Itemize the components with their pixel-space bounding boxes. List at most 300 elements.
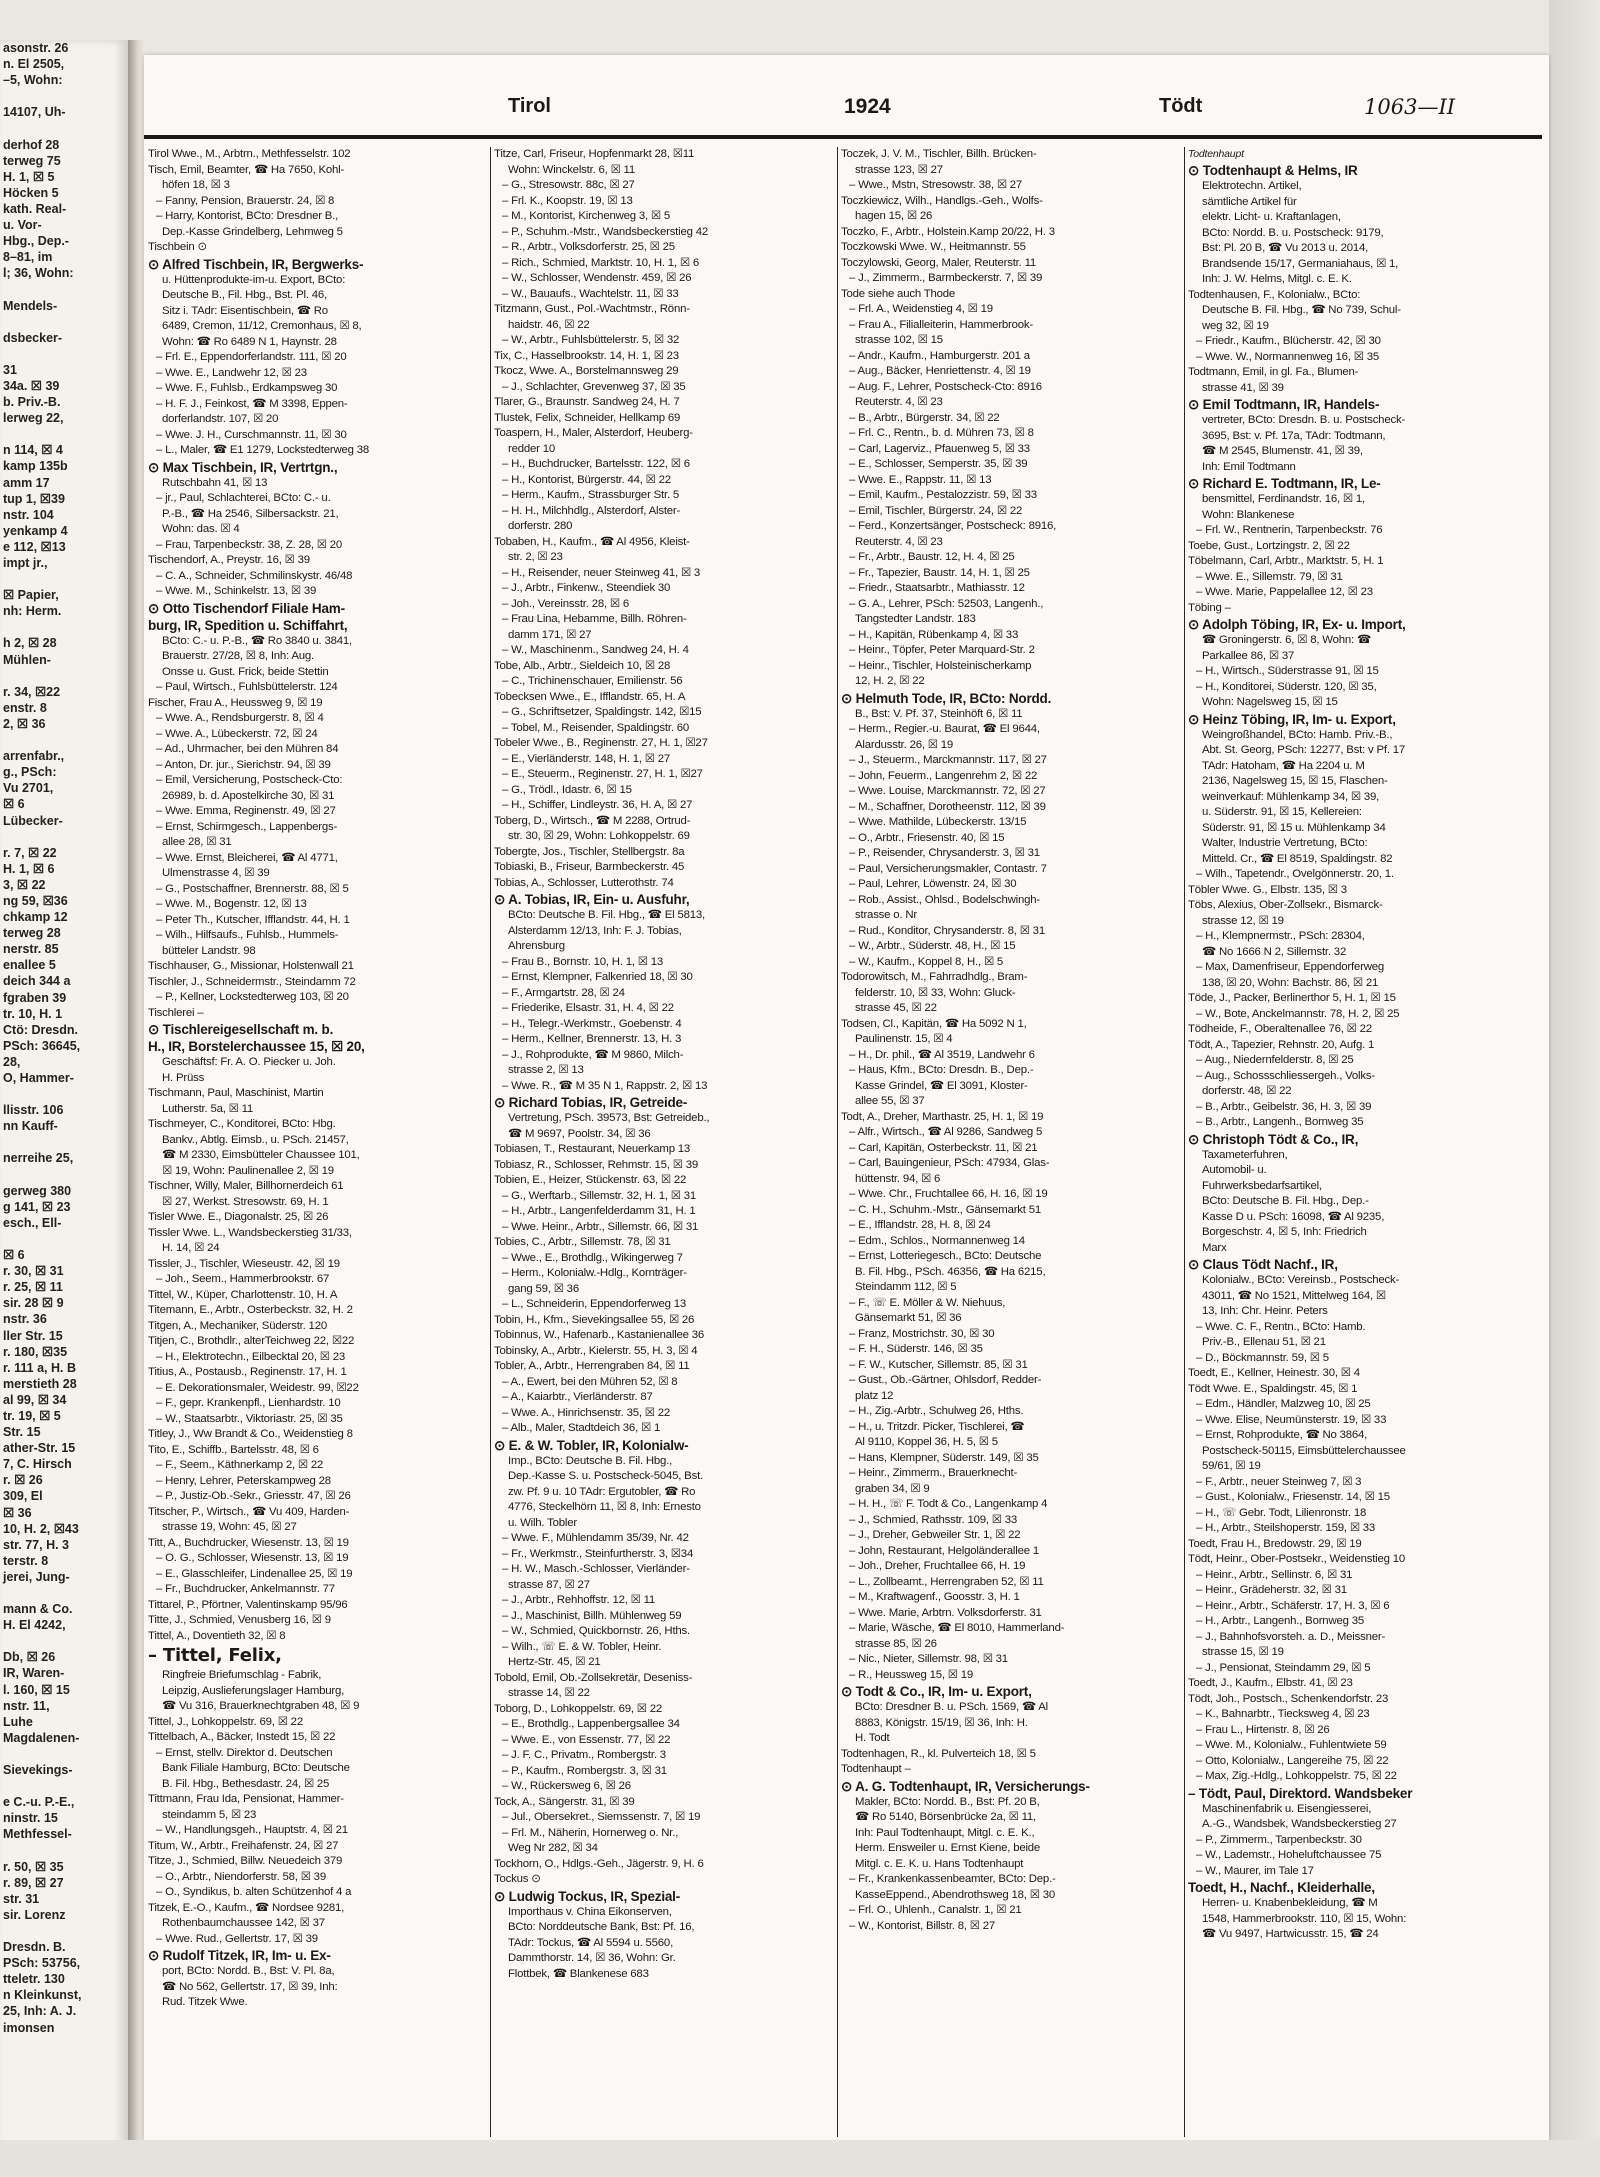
- facing-page-line: h 2, ☒ 28: [3, 636, 57, 651]
- directory-entry-line: Wohn: Nagelsweg 15, ☒ 15: [1202, 696, 1338, 708]
- directory-entry-highlighted: ⊙ Helmuth Tode, IR, BCto: Nordd.: [841, 690, 1052, 706]
- directory-entry-line: Dammthorstr. 14, ☒ 36, Wohn: Gr.: [508, 1952, 676, 1964]
- directory-entry-line: – H., Kapitän, Rübenkamp 4, ☒ 33: [849, 628, 1019, 641]
- directory-entry-line: redder 10: [508, 442, 555, 455]
- facing-page-line: Dresdn. B.: [3, 1940, 66, 1955]
- directory-entry-line: Postscheck-50115, Eimsbüttelerchaussee: [1202, 1444, 1406, 1457]
- directory-entry-line: 26989, b. d. Apostelkirche 30, ☒ 31: [162, 789, 335, 802]
- directory-entry-line: Deutsche B., Fil. Hbg., Bst. Pl. 46,: [162, 289, 327, 301]
- directory-entry-highlighted: ⊙ Todtenhaupt & Helms, IR: [1188, 163, 1358, 178]
- facing-page-line: ☒ 36: [3, 1505, 32, 1520]
- directory-entry-line: – Wwe. Chr., Fruchtallee 66, H. 16, ☒ 19: [849, 1188, 1048, 1200]
- directory-entry-line: Tobias, A., Schlosser, Lutterothstr. 74: [494, 876, 674, 889]
- header-left-keyword: Tirol: [508, 95, 551, 117]
- directory-entry-line: Tobaben, H., Kaufm., ☎ Al 4956, Kleist-: [494, 535, 690, 548]
- directory-entry-line: Tito, E., Schiffb., Bartelsstr. 48, ☒ 6: [148, 1443, 319, 1456]
- directory-entry-line: – Wilh., Tapetendr., Ovelgönnerstr. 20, 1.: [1196, 868, 1394, 880]
- directory-entry-line: Titzmann, Gust., Pol.-Wachtmstr., Rönn-: [494, 303, 690, 315]
- directory-entry-line: 59/61, ☒ 19: [1202, 1460, 1261, 1472]
- directory-entry-line: Bankv., Abtlg. Eimsb., u. PSch. 21457,: [162, 1133, 349, 1146]
- directory-entry-line: – J., Dreher, Gebweiler Str. 1, ☒ 22: [849, 1529, 1021, 1541]
- directory-entry-line: – H. H., Milchhdlg., Alsterdorf, Alster-: [502, 504, 681, 517]
- directory-entry-line: strasse 87, ☒ 27: [508, 1578, 590, 1591]
- facing-page-line: ☒ 6: [3, 797, 25, 812]
- directory-entry-line: Inh: J. W. Helms, Mitgl. c. E. K.: [1202, 273, 1352, 285]
- directory-entry-line: – Edm., Schlos., Normannenweg 14: [849, 1234, 1025, 1247]
- directory-entry-line: Alardusstr. 26, ☒ 19: [855, 738, 954, 751]
- directory-entry-line: allee 28, ☒ 31: [162, 836, 232, 848]
- directory-entry-line: Tödt, Joh., Postsch., Schenkendorfstr. 23: [1188, 1692, 1389, 1705]
- directory-entry-line: – J., Arbtr., Rehhoffstr. 12, ☒ 11: [502, 1594, 656, 1606]
- directory-entry-highlighted: ⊙ Heinz Töbing, IR, Im- u. Export,: [1188, 711, 1396, 727]
- facing-page-line: nh: Herm.: [3, 604, 62, 619]
- directory-entry-line: str. 2, ☒ 23: [508, 551, 563, 563]
- directory-entry-line: – Wwe. A., Rendsburgerstr. 8, ☒ 4: [156, 712, 324, 724]
- scan-background-bottom: [0, 2140, 1600, 2177]
- directory-entry-line: strasse 2, ☒ 13: [508, 1064, 584, 1076]
- directory-entry-line: – Gust., Kolonialw., Friesenstr. 14, ☒ 15: [1196, 1491, 1390, 1503]
- directory-entry-line: – Rob., Assist., Ohlsd., Bodelschwingh-: [849, 893, 1040, 906]
- directory-entry-line: str. 30, ☒ 29, Wohn: Lohkoppelstr. 69: [508, 830, 690, 842]
- directory-entry-line: Süderstr. 91, ☒ 15 u. Mühlenkamp 34: [1202, 821, 1386, 834]
- directory-entry-line: – F., gepr. Krankenpfl., Lienhardstr. 10: [156, 1397, 341, 1409]
- directory-entry-line: – John, Feuerm., Langenrehm 2, ☒ 22: [849, 769, 1038, 782]
- directory-entry-line: sämtliche Artikel für: [1202, 195, 1297, 208]
- directory-entry-line: strasse 41, ☒ 39: [1202, 381, 1284, 394]
- directory-entry-line: Todsen, Cl., Kapitän, ☎ Ha 5092 N 1,: [841, 1017, 1027, 1030]
- directory-entry-line: – W., Staatsarbtr., Viktoriastr. 25, ☒ 35: [156, 1412, 343, 1425]
- directory-entry-line: strasse 14, ☒ 22: [508, 1687, 590, 1699]
- facing-page-line: enstr. 8: [3, 700, 47, 715]
- directory-entry-line: Kasse D u. PSch: 16098, ☎ Al 9235,: [1202, 1210, 1385, 1223]
- directory-entry-line: Walter, Industrie Vertretung, BCto:: [1202, 837, 1368, 849]
- directory-entry-line: Mitteld. Cr., ☎ El 8519, Spaldingstr. 82: [1202, 852, 1393, 865]
- directory-entry-line: – Nic., Nieter, Sillemstr. 98, ☒ 31: [849, 1653, 1008, 1665]
- directory-entry-line: – Aug., Niedernfelderstr. 8, ☒ 25: [1196, 1054, 1354, 1066]
- facing-page-line: Luhe: [3, 1714, 33, 1729]
- directory-entry-highlighted: ⊙ Max Tischbein, IR, Vertrtgn.,: [148, 459, 338, 475]
- facing-page-line: chkamp 12: [3, 910, 68, 925]
- directory-entry-highlighted: burg, IR, Spedition u. Schiffahrt,: [148, 617, 348, 633]
- facing-page-line: kamp 135b: [3, 459, 68, 474]
- facing-page-line: n 114, ☒ 4: [3, 443, 63, 458]
- directory-entry-line: – Ad., Uhrmacher, bei den Mühren 84: [156, 743, 339, 755]
- directory-entry-line: – Wwe. Rud., Gellertstr. 17, ☒ 39: [156, 1932, 318, 1945]
- directory-entry-line: Todorowitsch, M., Fahrradhdlg., Bram-: [841, 971, 1028, 983]
- directory-entry-line: Tischlerei –: [148, 1006, 204, 1019]
- directory-entry-line: – F. W., Kutscher, Sillemstr. 85, ☒ 31: [849, 1358, 1028, 1371]
- facing-page-line: Hbg., Dep.-: [3, 234, 69, 249]
- directory-entry-line: – F., Armgartstr. 28, ☒ 24: [502, 986, 625, 999]
- directory-entry-line: – Wwe. Ernst, Bleicherei, ☎ Al 4771,: [156, 851, 338, 864]
- directory-entry-line: 43011, ☎ No 1521, Mittelweg 164, ☒: [1202, 1289, 1386, 1302]
- facing-page-line: l; 36, Wohn:: [3, 266, 74, 281]
- directory-entry-line: H. Prüss: [162, 1071, 205, 1084]
- directory-entry-line: Tobiasen, T., Restaurant, Neuerkamp 13: [494, 1143, 691, 1155]
- directory-entry-line: Dep.-Kasse S. u. Postscheck-5045, Bst.: [508, 1470, 703, 1482]
- facing-page-line: nstr. 36: [3, 1312, 47, 1327]
- directory-entry-line: – Wwe. A., Hinrichsenstr. 35, ☒ 22: [502, 1406, 671, 1419]
- facing-page-line: esch., Ell-: [3, 1215, 62, 1230]
- directory-entry-line: Tischbein ⊙: [148, 241, 207, 253]
- directory-entry-line: Toberg, D., Wirtsch., ☎ M 2288, Ortrud-: [494, 814, 691, 827]
- directory-entry-line: – Wwe. C. F., Rentn., BCto: Hamb.: [1196, 1320, 1366, 1333]
- directory-entry-line: – Heinr., Arbtr., Sellinstr. 6, ☒ 31: [1196, 1568, 1353, 1581]
- directory-entry-line: – Wwe. M., Bogenstr. 12, ☒ 13: [156, 898, 307, 910]
- facing-page-line: Magdalenen-: [3, 1730, 80, 1745]
- directory-entry-line: – Heinr., Grädeherstr. 32, ☒ 31: [1196, 1584, 1347, 1596]
- directory-entry-line: – Ernst, Lotteriegesch., BCto: Deutsche: [849, 1250, 1042, 1262]
- directory-entry-line: Wohn: Blankenese: [1202, 508, 1295, 521]
- directory-entry-line: Parkallee 86, ☒ 37: [1202, 649, 1295, 662]
- facing-page-line: Db, ☒ 26: [3, 1650, 56, 1665]
- facing-page-line: 34a. ☒ 39: [3, 378, 60, 393]
- directory-entry-line: Al 9110, Koppel 36, H. 5, ☒ 5: [855, 1436, 998, 1448]
- facing-page-line: ller Str. 15: [3, 1328, 63, 1343]
- directory-entry-line: – Henry, Lehrer, Peterskampweg 28: [156, 1474, 331, 1487]
- column-1: [148, 147, 488, 2137]
- directory-entry-line: KasseEppend., Abendrothsweg 18, ☒ 30: [855, 1888, 1055, 1901]
- directory-entry-line: – Fr., Arbtr., Baustr. 12, H. 4, ☒ 25: [849, 551, 1015, 563]
- directory-entry-line: Vertretung, PSch. 39573, Bst: Getreideb.,: [508, 1112, 710, 1124]
- directory-entry-highlighted: ⊙ A. G. Todtenhaupt, IR, Versicherungs-: [841, 1778, 1090, 1794]
- directory-entry-line: Ulmenstrasse 4, ☒ 39: [162, 867, 270, 879]
- directory-entry-line: – Heinr., Arbtr., Schäferstr. 17, H. 3, ☒ 6: [1196, 1599, 1390, 1612]
- directory-entry-line: – Wilh., Hilfsaufs., Fuhlsb., Hummels-: [156, 929, 339, 941]
- facing-page-line: PSch: 53756,: [3, 1956, 81, 1971]
- directory-entry-line: platz 12: [855, 1389, 894, 1402]
- directory-entry-line: u. Süderstr. 91, ☒ 15, Kellereien:: [1202, 806, 1362, 818]
- directory-entry-line: – G., Stresowstr. 88c, ☒ 27: [502, 179, 635, 191]
- directory-entry-line: – Herm., Kellner, Brennerstr. 13, H. 3: [502, 1033, 682, 1045]
- facing-page-line: Methfessel-: [3, 1827, 72, 1842]
- facing-page-line: arrenfabr.,: [3, 749, 65, 764]
- directory-page: [144, 55, 1549, 2140]
- directory-entry-line: – W., Handlungsgeh., Hauptstr. 4, ☒ 21: [156, 1824, 348, 1836]
- facing-page-line: asonstr. 26: [3, 41, 69, 55]
- directory-entry-line: Wohn: das. ☒ 4: [162, 523, 240, 535]
- directory-entry-line: Titjen, C., Brothdlr., alterTeichweg 22, ☒22: [148, 1335, 355, 1347]
- facing-page-line: str. 77, H. 3: [3, 1537, 70, 1552]
- directory-entry-line: – W., Kaufm., Koppel 8, H., ☒ 5: [849, 955, 1004, 968]
- directory-entry-line: – Wwe. Mathilde, Lübeckerstr. 13/15: [849, 816, 1027, 828]
- directory-entry-line: felderstr. 10, ☒ 33, Wohn: Gluck-: [855, 986, 1016, 999]
- directory-entry-line: – Heinr., Zimmerm., Brauerknecht-: [849, 1467, 1018, 1479]
- directory-entry-line: Toczko, F., Arbtr., Holstein.Kamp 20/22, H. 3: [841, 225, 1055, 238]
- directory-entry-line: – B., Arbtr., Geibelstr. 36, H. 3, ☒ 39: [1196, 1100, 1372, 1113]
- directory-entry-line: – Wwe. M., Kolonialw., Fuhlentwiete 59: [1196, 1739, 1387, 1751]
- directory-entry-line: – Ferd., Konzertsänger, Postscheck: 8916,: [849, 520, 1057, 532]
- directory-entry-line: – K., Bahnarbtr., Tiecksweg 4, ☒ 23: [1196, 1708, 1370, 1720]
- directory-entry-line: – Wwe. M., Schinkelstr. 13, ☒ 39: [156, 585, 317, 597]
- directory-entry-line: Tischner, Willy, Maler, Billhornerdeich 61: [148, 1180, 344, 1192]
- facing-page-line: H. El 4242,: [3, 1618, 66, 1633]
- directory-entry-line: Imp., BCto: Deutsche B. Fil. Hbg.,: [508, 1454, 673, 1467]
- directory-entry-line: Tobecksen Wwe., E., Ifflandstr. 65, H. A: [494, 690, 686, 703]
- directory-entry-line: – Fr., Krankenkassenbeamter, BCto: Dep.-: [849, 1873, 1056, 1885]
- directory-entry-line: – Wwe., Mstn, Stresowstr. 38, ☒ 27: [849, 179, 1023, 191]
- directory-entry-line: – Harry, Kontorist, BCto: Dresdner B.,: [156, 210, 339, 222]
- directory-entry-line: Ahrensburg: [508, 940, 565, 952]
- directory-entry-line: Töbler Wwe. G., Elbstr. 135, ☒ 3: [1188, 883, 1347, 896]
- directory-entry-line: – Aug. F., Lehrer, Postscheck-Cto: 8916: [849, 380, 1042, 393]
- directory-entry-line: – G., Schriftsetzer, Spaldingstr. 142, ☒15: [502, 706, 702, 718]
- directory-entry-line: ☎ No 562, Gellertstr. 17, ☒ 39, Inh:: [162, 1980, 338, 1993]
- directory-entry-line: – H., Konditorei, Süderstr. 120, ☒ 35,: [1196, 680, 1377, 693]
- directory-entry-line: Tissler Wwe. L., Wandsbeckerstieg 31/33,: [148, 1226, 352, 1239]
- directory-entry-line: Tobold, Emil, Ob.-Zollsekretär, Deseniss-: [494, 1671, 693, 1684]
- directory-entry-line: – Frau Lina, Hebamme, Billh. Röhren-: [502, 613, 687, 625]
- directory-entry-line: – H., ☏ Gebr. Todt, Lilienronstr. 18: [1196, 1506, 1367, 1519]
- directory-entry-line: H. Todt: [855, 1732, 890, 1744]
- directory-entry-line: vertreter, BCto: Dresdn. B. u. Postscheck-: [1202, 414, 1406, 426]
- directory-entry-line: – Friedr., Staatsarbtr., Mathiasstr. 12: [849, 582, 1025, 594]
- facing-page-line: n. El 2505,: [3, 57, 65, 72]
- facing-page-line: 31: [3, 362, 17, 377]
- directory-entry-line: strasse 45, ☒ 22: [855, 1002, 937, 1014]
- directory-entry-line: 13, Inh: Chr. Heinr. Peters: [1202, 1305, 1328, 1317]
- directory-entry-line: – J., Maschinist, Billh. Mühlenweg 59: [502, 1609, 682, 1622]
- directory-entry-line: – Herm., Kaufm., Strassburger Str. 5: [502, 489, 680, 501]
- facing-page-line: nerreihe 25,: [3, 1151, 74, 1166]
- facing-page-line: r. 50, ☒ 35: [3, 1859, 64, 1874]
- directory-entry-line: – J. F. C., Privatm., Rombergstr. 3: [502, 1749, 666, 1761]
- directory-entry-line: Fischer, Frau A., Heussweg 9, ☒ 19: [148, 696, 323, 709]
- directory-entry-line: – G., Postschaffner, Brennerstr. 88, ☒ 5: [156, 882, 349, 895]
- directory-entry-highlighted: ⊙ Alfred Tischbein, IR, Bergwerks-: [148, 256, 364, 272]
- header-year: 1924: [844, 95, 891, 118]
- directory-entry-highlighted: ⊙ Adolph Töbing, IR, Ex- u. Import,: [1188, 617, 1406, 632]
- directory-entry-line: – Carl, Lagerviz., Pfauenweg 5, ☒ 33: [849, 442, 1030, 455]
- directory-entry-line: Automobil- u.: [1202, 1164, 1267, 1176]
- directory-entry-line: Titgen, A., Mechaniker, Süderstr. 120: [148, 1319, 327, 1332]
- facing-page-line: [0, 732, 128, 748]
- directory-entry-line: – Rud., Konditor, Chrysanderstr. 8, ☒ 31: [849, 924, 1045, 937]
- directory-entry-line: – Wwe. F., Fuhlsb., Erdkampsweg 30: [156, 382, 338, 394]
- directory-entry-line: – Fanny, Pension, Brauerstr. 24, ☒ 8: [156, 194, 335, 207]
- directory-entry-line: – Alb., Maler, Stadtdeich 36, ☒ 1: [502, 1422, 661, 1434]
- facing-page-line: [0, 120, 128, 136]
- directory-entry-line: Toedt, Frau H., Bredowstr. 29, ☒ 19: [1188, 1537, 1362, 1550]
- directory-entry-line: – A., Ewert, bei den Mühren 52, ☒ 8: [502, 1375, 678, 1388]
- facing-page-line: –5, Wohn:: [3, 73, 63, 88]
- directory-entry-line: – Wwe. W., Normannenweg 16, ☒ 35: [1196, 350, 1379, 363]
- directory-entry-line: Lutherstr. 5a, ☒ 11: [162, 1102, 254, 1115]
- directory-entry-highlighted: – Tittel, Felix,: [148, 1645, 282, 1666]
- scan-background-top: [144, 0, 1549, 55]
- directory-entry-line: – Tobel, M., Reisender, Spaldingstr. 60: [502, 721, 690, 734]
- facing-page-line: l. 160, ☒ 15: [3, 1682, 70, 1697]
- directory-entry-line: strasse 85, ☒ 26: [855, 1637, 937, 1650]
- directory-entry-line: ☎ M 2330, Eimsbütteler Chaussee 101,: [162, 1149, 360, 1161]
- directory-entry-line: 1548, Hammerbrookstr. 110, ☒ 15, Wohn:: [1202, 1912, 1407, 1925]
- directory-entry-line: Alsterdamm 12/13, Inh: F. J. Tobias,: [508, 924, 682, 937]
- directory-entry-line: – Wwe. E., Rappstr. 11, ☒ 13: [849, 473, 992, 486]
- directory-entry-line: Tobeler Wwe., B., Reginenstr. 27, H. 1, ☒27: [494, 737, 708, 749]
- directory-entry-line: Toedt, J., Kaufm., Elbstr. 41, ☒ 23: [1188, 1677, 1353, 1689]
- directory-entry-line: 6489, Cremon, 11/12, Cremonhaus, ☒ 8,: [162, 320, 362, 332]
- facing-page-line: dsbecker-: [3, 330, 63, 345]
- directory-entry-line: – Andr., Kaufm., Hamburgerstr. 201 a: [849, 349, 1030, 362]
- directory-entry-line: ☎ M 9697, Poolstr. 34, ☒ 36: [508, 1127, 651, 1140]
- directory-entry-line: Töbs, Alexius, Ober-Zollsekr., Bismarck-: [1188, 899, 1383, 911]
- directory-entry-line: Tittel, J., Lohkoppelstr. 69, ☒ 22: [148, 1715, 303, 1728]
- directory-entry-line: – W., Arbtr., Süderstr. 48, H., ☒ 15: [849, 940, 1016, 952]
- facing-page-line: Vu 2701,: [3, 781, 54, 796]
- facing-page-line: llisstr. 106: [3, 1103, 64, 1118]
- directory-entry-line: Tisch, Emil, Beamter, ☎ Ha 7650, Kohl-: [148, 163, 345, 176]
- directory-entry-line: – D., Böckmannstr. 59, ☒ 5: [1196, 1351, 1329, 1364]
- facing-page-line: r. 89, ☒ 27: [3, 1875, 64, 1890]
- directory-entry-line: Abt. St. Georg, PSch: 12277, Bst: v Pf. 17: [1202, 744, 1406, 756]
- directory-entry-line: – John, Restaurant, Helgoländerallee 1: [849, 1544, 1039, 1557]
- directory-entry-line: – H., u. Tritzdr. Picker, Tischlerei, ☎: [849, 1420, 1025, 1433]
- directory-entry-line: graben 34, ☒ 9: [855, 1482, 930, 1495]
- directory-entry-line: – Haus, Kfm., BCto: Dresdn. B., Dep.-: [849, 1064, 1034, 1076]
- directory-entry-line: – F. H., Süderstr. 146, ☒ 35: [849, 1343, 983, 1355]
- directory-entry-line: – J., Bahnhofsvorsteh. a. D., Meissner-: [1196, 1630, 1386, 1643]
- directory-entry-line: Toedt, E., Kellner, Heinestr. 30, ☒ 4: [1188, 1367, 1360, 1379]
- directory-entry-line: – Franz, Mostrichstr. 30, ☒ 30: [849, 1327, 995, 1340]
- directory-entry-line: – O., Arbtr., Niendorferstr. 58, ☒ 39: [156, 1870, 326, 1883]
- directory-entry-line: Tockhorn, O., Hdlgs.-Geh., Jägerstr. 9, H. 6: [494, 1857, 704, 1870]
- directory-entry-line: Taxameterfuhren,: [1202, 1148, 1288, 1161]
- directory-entry-line: BCto: Norddeutsche Bank, Bst: Pf. 16,: [508, 1921, 695, 1933]
- directory-entry-line: – H., Wirtsch., Süderstrasse 91, ☒ 15: [1196, 665, 1379, 677]
- directory-entry-line: bensmittel, Ferdinandstr. 16, ☒ 1,: [1202, 493, 1365, 505]
- directory-entry-line: strasse 15, ☒ 19: [1202, 1646, 1284, 1658]
- directory-entry-line: – W., Bote, Anckelmannstr. 78, H. 2, ☒ 25: [1196, 1007, 1400, 1020]
- facing-page-line: al 99, ☒ 34: [3, 1392, 67, 1407]
- facing-page-line: g 141, ☒ 23: [3, 1199, 71, 1214]
- directory-entry-line: – Joh., Seem., Hammerbrookstr. 67: [156, 1273, 330, 1285]
- directory-entry-line: Titzek, E.-O., Kaufm., ☎ Nordsee 9281,: [148, 1901, 345, 1914]
- directory-entry-line: – F., Arbtr., neuer Steinweg 7, ☒ 3: [1196, 1475, 1362, 1488]
- directory-entry-line: strasse 19, Wohn: 45, ☒ 27: [162, 1521, 297, 1533]
- facing-page-fragment: [0, 40, 130, 2150]
- facing-page-line: r. 30, ☒ 31: [3, 1264, 64, 1279]
- directory-entry-line: Tödt Wwe. E., Spaldingstr. 45, ☒ 1: [1188, 1382, 1358, 1395]
- directory-entry-line: Tlustek, Felix, Schneider, Hellkamp 69: [494, 411, 681, 424]
- facing-page-line: nn Kauff-: [3, 1119, 58, 1134]
- directory-entry-line: Weg Nr 282, ☒ 34: [508, 1842, 598, 1854]
- directory-entry-line: – P., Justiz-Ob.-Sekr., Griesstr. 47, ☒ 26: [156, 1490, 351, 1502]
- directory-entry-line: – E., Glasschleifer, Lindenallee 25, ☒ 19: [156, 1567, 353, 1580]
- directory-entry-line: – B., Arbtr., Langenh., Bornweg 35: [1196, 1116, 1364, 1128]
- directory-entry-line: – Frau A., Filialleiterin, Hammerbrook-: [849, 318, 1033, 331]
- directory-entry-line: – E., Brothdlg., Lappenbergsallee 34: [502, 1718, 680, 1730]
- directory-entry-line: – H., Arbtr., Steilshoperstr. 159, ☒ 33: [1196, 1522, 1376, 1534]
- facing-page-line: g., PSch:: [3, 765, 57, 780]
- directory-entry-line: hagen 15, ☒ 26: [855, 210, 933, 222]
- directory-entry-line: – W., Maurer, im Tale 17: [1196, 1864, 1314, 1877]
- directory-entry-line: – W., Kontorist, Billstr. 8, ☒ 27: [849, 1919, 996, 1932]
- directory-entry-line: Tischendorf, A., Preystr. 16, ☒ 39: [148, 554, 310, 566]
- directory-entry-line: – Emil, Tischler, Bürgerstr. 24, ☒ 22: [849, 504, 1023, 517]
- directory-entry-line: – Wwe. Heinr., Arbtr., Sillemstr. 66, ☒ 31: [502, 1220, 699, 1233]
- directory-entry-line: – Peter Th., Kutscher, Ifflandstr. 44, H. 1: [156, 913, 350, 926]
- page-number: 1063—II: [1364, 95, 1456, 119]
- directory-entry-line: Toczek, J. V. M., Tischler, Billh. Brücken-: [841, 148, 1037, 160]
- directory-entry-line: Tobien, E., Heizer, Stückenstr. 63, ☒ 22: [494, 1174, 687, 1186]
- directory-entry-line: Tobiasz, R., Schlosser, Rehmstr. 15, ☒ 39: [494, 1158, 698, 1171]
- directory-entry-line: – W., Lademstr., Hoheluftchaussee 75: [1196, 1849, 1382, 1861]
- directory-entry-line: – W., Maschinenm., Sandweg 24, H. 4: [502, 644, 689, 656]
- directory-entry-line: ☎ Vu 316, Brauerknechtgraben 48, ☒ 9: [162, 1700, 360, 1712]
- directory-entry-line: – Joh., Vereinsstr. 28, ☒ 6: [502, 597, 630, 610]
- directory-entry-line: Todt, A., Dreher, Marthastr. 25, H. 1, ☒ 19: [841, 1110, 1044, 1123]
- facing-page-line: tup 1, ☒39: [3, 491, 65, 506]
- directory-entry-line: Töbelmann, Carl, Arbtr., Marktstr. 5, H. 1: [1188, 555, 1384, 567]
- directory-entry-line: – Wwe. J. H., Curschmannstr. 11, ☒ 30: [156, 428, 347, 441]
- directory-entry-line: Tittelbach, A., Bäcker, Instedt 15, ☒ 22: [148, 1731, 336, 1743]
- directory-entry-line: – J., Schlachter, Grevenweg 37, ☒ 35: [502, 380, 686, 393]
- directory-entry-line: – Carl, Kapitän, Osterbeckstr. 11, ☒ 21: [849, 1141, 1038, 1154]
- directory-entry-line: P.-B., ☎ Ha 2546, Silbersackstr. 21,: [162, 507, 339, 520]
- directory-entry-line: damm 171, ☒ 27: [508, 628, 592, 641]
- directory-entry-line: – W., Arbtr., Fuhlsbüttelerstr. 5, ☒ 32: [502, 334, 680, 346]
- directory-entry-line: Ringfreie Briefumschlag - Fabrik,: [162, 1669, 322, 1681]
- directory-entry-line: Tix, C., Hasselbrookstr. 14, H. 1, ☒ 23: [494, 349, 679, 362]
- directory-entry-line: – Frl. W., Rentnerin, Tarpenbeckstr. 76: [1196, 524, 1383, 536]
- directory-entry-line: – Edm., Händler, Malzweg 10, ☒ 25: [1196, 1398, 1371, 1410]
- directory-entry-line: Bst: Pl. 20 B, ☎ Vu 2013 u. 2014,: [1202, 242, 1369, 254]
- directory-entry-line: – jr., Paul, Schlachterei, BCto: C.- u.: [156, 492, 331, 504]
- facing-page-line: terweg 75: [3, 153, 61, 168]
- directory-entry-line: – Wwe. R., ☎ M 35 N 1, Rappstr. 2, ☒ 13: [502, 1079, 708, 1092]
- facing-page-line: ☒ 6: [3, 1248, 25, 1263]
- directory-entry-line: Gänsemarkt 51, ☒ 36: [855, 1312, 962, 1324]
- facing-page-line: H. 1, ☒ 5: [3, 169, 55, 184]
- directory-entry-line: – Ernst, Klempner, Falkenried 18, ☒ 30: [502, 971, 693, 983]
- facing-page-line: tr. 10, H. 1: [3, 1006, 63, 1021]
- directory-entry-line: Tischmann, Paul, Maschinist, Martin: [148, 1087, 324, 1099]
- directory-entry-line: Tödt, Heinr., Ober-Postsekr., Weidenstieg 10: [1188, 1553, 1406, 1565]
- directory-entry-line: – H., Reisender, neuer Steinweg 41, ☒ 3: [502, 566, 701, 579]
- directory-entry-line: Tittmann, Frau Ida, Pensionat, Hammer-: [148, 1793, 344, 1805]
- directory-entry-line: Reuterstr. 4, ☒ 23: [855, 535, 943, 548]
- directory-entry-line: – P., Reisender, Chrysanderstr. 3, ☒ 31: [849, 847, 1040, 859]
- directory-entry-line: weg 32, ☒ 19: [1202, 319, 1269, 332]
- column-divider: [490, 147, 491, 2137]
- running-header: [144, 95, 1544, 135]
- directory-entry-line: Todtenhausen, F., Kolonialw., BCto:: [1188, 288, 1361, 301]
- facing-page-line: Ctö: Dresdn.: [3, 1022, 78, 1037]
- directory-entry-line: – Wwe. Elise, Neumünsterstr. 19, ☒ 33: [1196, 1413, 1387, 1426]
- directory-entry-highlighted: H., IR, Borstelerchaussee 15, ☒ 20,: [148, 1039, 365, 1054]
- facing-page-line: Höcken 5: [3, 185, 59, 200]
- directory-entry-line: TAdr: Hatoham, ☎ Ha 2204 u. M: [1202, 759, 1365, 772]
- directory-entry-line: – H., Buchdrucker, Bartelsstr. 122, ☒ 6: [502, 458, 690, 470]
- directory-entry-highlighted: ⊙ Ludwig Tockus, IR, Spezial-: [494, 1888, 681, 1904]
- directory-entry-line: – Wwe. F., Mühlendamm 35/39, Nr. 42: [502, 1532, 689, 1544]
- facing-page-line: imonsen: [3, 2020, 55, 2035]
- header-rule: [144, 135, 1542, 139]
- facing-page-line: ather-Str. 15: [3, 1441, 76, 1456]
- directory-entry-line: Toaspern, H., Maler, Alsterdorf, Heuberg-: [494, 427, 693, 439]
- facing-page-line: [0, 571, 128, 587]
- directory-entry-line: Makler, BCto: Nordd. B., Bst: Pf. 20 B,: [855, 1795, 1040, 1808]
- directory-entry-line: BCto: C.- u. P.-B., ☎ Ro 3840 u. 3841,: [162, 634, 352, 647]
- facing-page-line: deich 344 a: [3, 974, 71, 989]
- facing-page-line: 14107, Uh-: [3, 105, 66, 120]
- directory-entry-line: Tlarer, G., Braunstr. Sandweg 24, H. 7: [494, 396, 680, 408]
- directory-entry-highlighted: ⊙ Richard E. Todtmann, IR, Le-: [1188, 476, 1381, 491]
- facing-page-line: Mendels-: [3, 298, 58, 313]
- facing-page-line: 25, Inh: A. J.: [3, 2004, 77, 2019]
- directory-entry-line: 138, ☒ 20, Wohn: Bachstr. 86, ☒ 21: [1202, 976, 1379, 989]
- directory-entry-highlighted: ⊙ Richard Tobias, IR, Getreide-: [494, 1095, 688, 1110]
